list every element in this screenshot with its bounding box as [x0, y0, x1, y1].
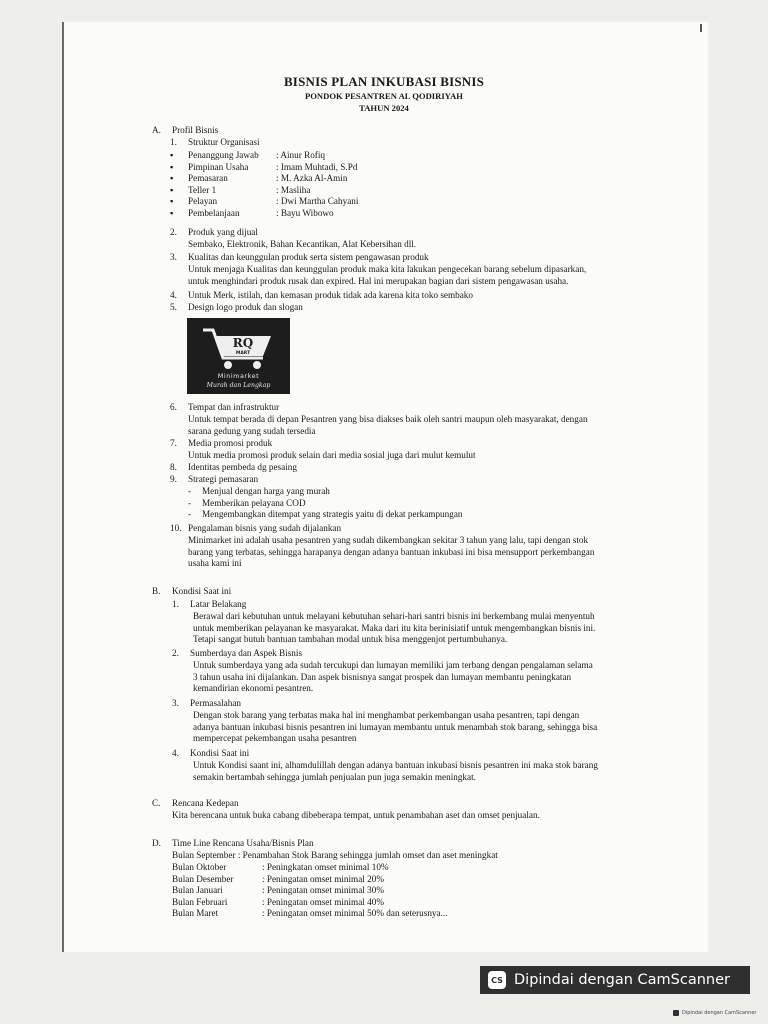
a2-heading: 2. Produk yang dijual [170, 227, 258, 237]
list-item: - Menjual dengan harga yang murah [188, 486, 330, 496]
list-item: - Mengembangkan ditempat yang strategis yaitu di dekat perkampungan [188, 509, 463, 520]
timeline-row: Bulan Oktober : Peningkatan omset minimal 10% [172, 862, 389, 872]
shopping-cart-icon [201, 324, 277, 372]
b1-text: Berawal dari kebutuhan untuk melayani kebutuhan sehari-hari santri bisnis ini berkembang mulai menyentuh untuk memberikan pelayanan ke masyarakat. Maka dari itu kita berinisiatif untuk mengembangkan bisnis ini. Tetapi sangat butuh bantuan tambahan modal untuk bisa menggenjot pertumbuhanya. [193, 611, 596, 645]
list-item: - Memberikan pelayana COD [188, 497, 306, 508]
camscanner-small-watermark [673, 1010, 757, 1016]
org-row: ▪ Penanggung Jawab : Ainur Rofiq [170, 150, 326, 160]
b3-heading: 3. Permasalahan [172, 698, 242, 708]
timeline-row: Bulan Maret : Peningatan omset minimal 50% dan seterusnya... [172, 908, 448, 919]
b2-text: Untuk sumberdaya yang ada sudah tercukupi dan lumayan memiliki jam terbang dengan pengalaman selama 3 tahun usaha ini dijalankan. Dan aspek bisnisnya sangat prospek dan lumayan membantu peningkatan kemandirian ekonomi pesantren. [193, 660, 593, 694]
section-d-heading: D. Time Line Rencana Usaha/Bisnis Plan [152, 838, 314, 848]
a3-heading: 3. Kualitas dan keunggulan produk serta sistem pengawasan produk [170, 252, 429, 262]
a2-text: Sembako, Elektronik, Bahan Kecantikan, Alat Kebersihan dll. [188, 239, 417, 249]
logo-name: Minimarket [217, 372, 260, 380]
b2-heading: 2. Sumberdaya dan Aspek Bisnis [172, 648, 303, 658]
rq-mart-logo [187, 318, 290, 394]
org-row: ▪ Teller 1 : Masliha [170, 184, 311, 195]
strategy-list [184, 486, 463, 521]
timeline-row: Bulan Desember : Peningatan omset minimal 20% [172, 873, 384, 884]
camscanner-small-icon [673, 1010, 679, 1016]
a4-heading: 4. Untuk Merk, istilah, dan kemasan produk tidak ada karena kita toko sembako [170, 290, 473, 300]
b4-heading: 4. Kondisi Saat ini [172, 748, 250, 758]
camscanner-label: Dipindai dengan CamScanner [514, 972, 731, 988]
camscanner-icon: CS [488, 971, 506, 989]
section-c-heading: C. Rencana Kedepan [152, 798, 239, 808]
section-c-text: Kita berencana untuk buka cabang dibeberapa tempat, untuk penambahan aset dan omset penjualan. [172, 810, 540, 820]
b1-heading: 1. Latar Belakang [172, 599, 247, 609]
a3-text: Untuk menjaga Kualitas dan keunggulan produk maka kita lakukan pengecekan barang sebelum dipasarkan, untuk menghindari produk rusak dan expired. Hal ini merupakan bagian dari sistem pengawasan usaha. [188, 264, 587, 286]
document-year: TAHUN 2024 [359, 103, 409, 113]
camscanner-watermark [480, 966, 750, 994]
a8-heading: 8. Identitas pembeda dg pesaing [170, 462, 297, 472]
document-title: BISNIS PLAN INKUBASI BISNIS [283, 74, 485, 89]
a10-text: Minimarket ini adalah usaha pesantren yang sudah dikembangkan sekitar 3 tahun yang lalu, tapi dengan stok barang yang terbatas, sehingga harapanya dengan adanya bantuan inkubasi ini bisa mensupport perkembangan usaha kami ini [188, 535, 595, 569]
b4-text: Untuk Kondisi saant ini, alhamdulillah dengan adanya bantuan inkubasi bisnis pesantren ini maka stok barang semakin bertambah sehingga jumlah penjualan pun juga semakin meningkat. [193, 760, 598, 782]
org-structure-list [166, 150, 466, 220]
timeline-row: Bulan Februari : Peningatan omset minimal 40% [172, 896, 384, 907]
timeline-list [172, 862, 448, 920]
b3-text: Dengan stok barang yang terbatas maka hal ini menghambat perkembangan usaha pesantren, tapi dengan adanya bantuan inkubasi bisnis pesantren ini lumayan membantu untuk menambah stok barang, sehingga bisa mempercepat pekembangan usaha pesantren [193, 710, 598, 744]
a5-heading: 5. Design logo produk dan slogan [170, 302, 303, 312]
a9-heading: 9. Strategi pemasaran [170, 474, 259, 484]
a6-heading: 6. Tempat dan infrastruktur [170, 402, 280, 412]
a7-heading: 7. Media promosi produk [170, 438, 273, 448]
section-b-heading: B. Kondisi Saat ini [152, 586, 232, 596]
a6-text: Untuk tempat berada di depan Pesantren yang bisa diakses baik oleh santri maupun oleh masyarakat, dengan sarana gedung yang sudah tersedia [188, 414, 588, 436]
timeline-row: Bulan Januari : Peningatan omset minimal 30% [172, 885, 384, 896]
page-mark [700, 24, 702, 32]
timeline-first: Bulan September : Penambahan Stok Barang sehingga jumlah omset dan aset meningkat [172, 850, 498, 860]
org-row: ▪ Pembelanjaan : Bayu Wibowo [170, 207, 334, 218]
org-row: ▪ Pimpinan Usaha : Imam Muhtadi, S.Pd [170, 161, 358, 172]
logo-brand-sub: MART [235, 351, 251, 356]
logo-brand-text: RQ [232, 336, 254, 350]
org-row: ▪ Pelayan : Dwi Martha Cahyani [170, 196, 359, 207]
logo-slogan: Murah dan Lengkap [206, 382, 271, 389]
a1-heading: 1. Struktur Organisasi [170, 137, 260, 147]
section-a-heading: A. Profil Bisnis [152, 125, 219, 135]
org-row: ▪ Pemasaran : M. Azka Al-Amin [170, 173, 348, 184]
a10-heading: 10. Pengalaman bisnis yang sudah dijalankan [170, 523, 342, 533]
document-subtitle: PONDOK PESANTREN AL QODIRIYAH [305, 91, 463, 101]
a7-text: Untuk media promosi produk selain dari media sosial juga dari mulut kemulut [188, 450, 476, 460]
camscanner-small-label: Dipindai dengan CamScanner [682, 1010, 757, 1016]
